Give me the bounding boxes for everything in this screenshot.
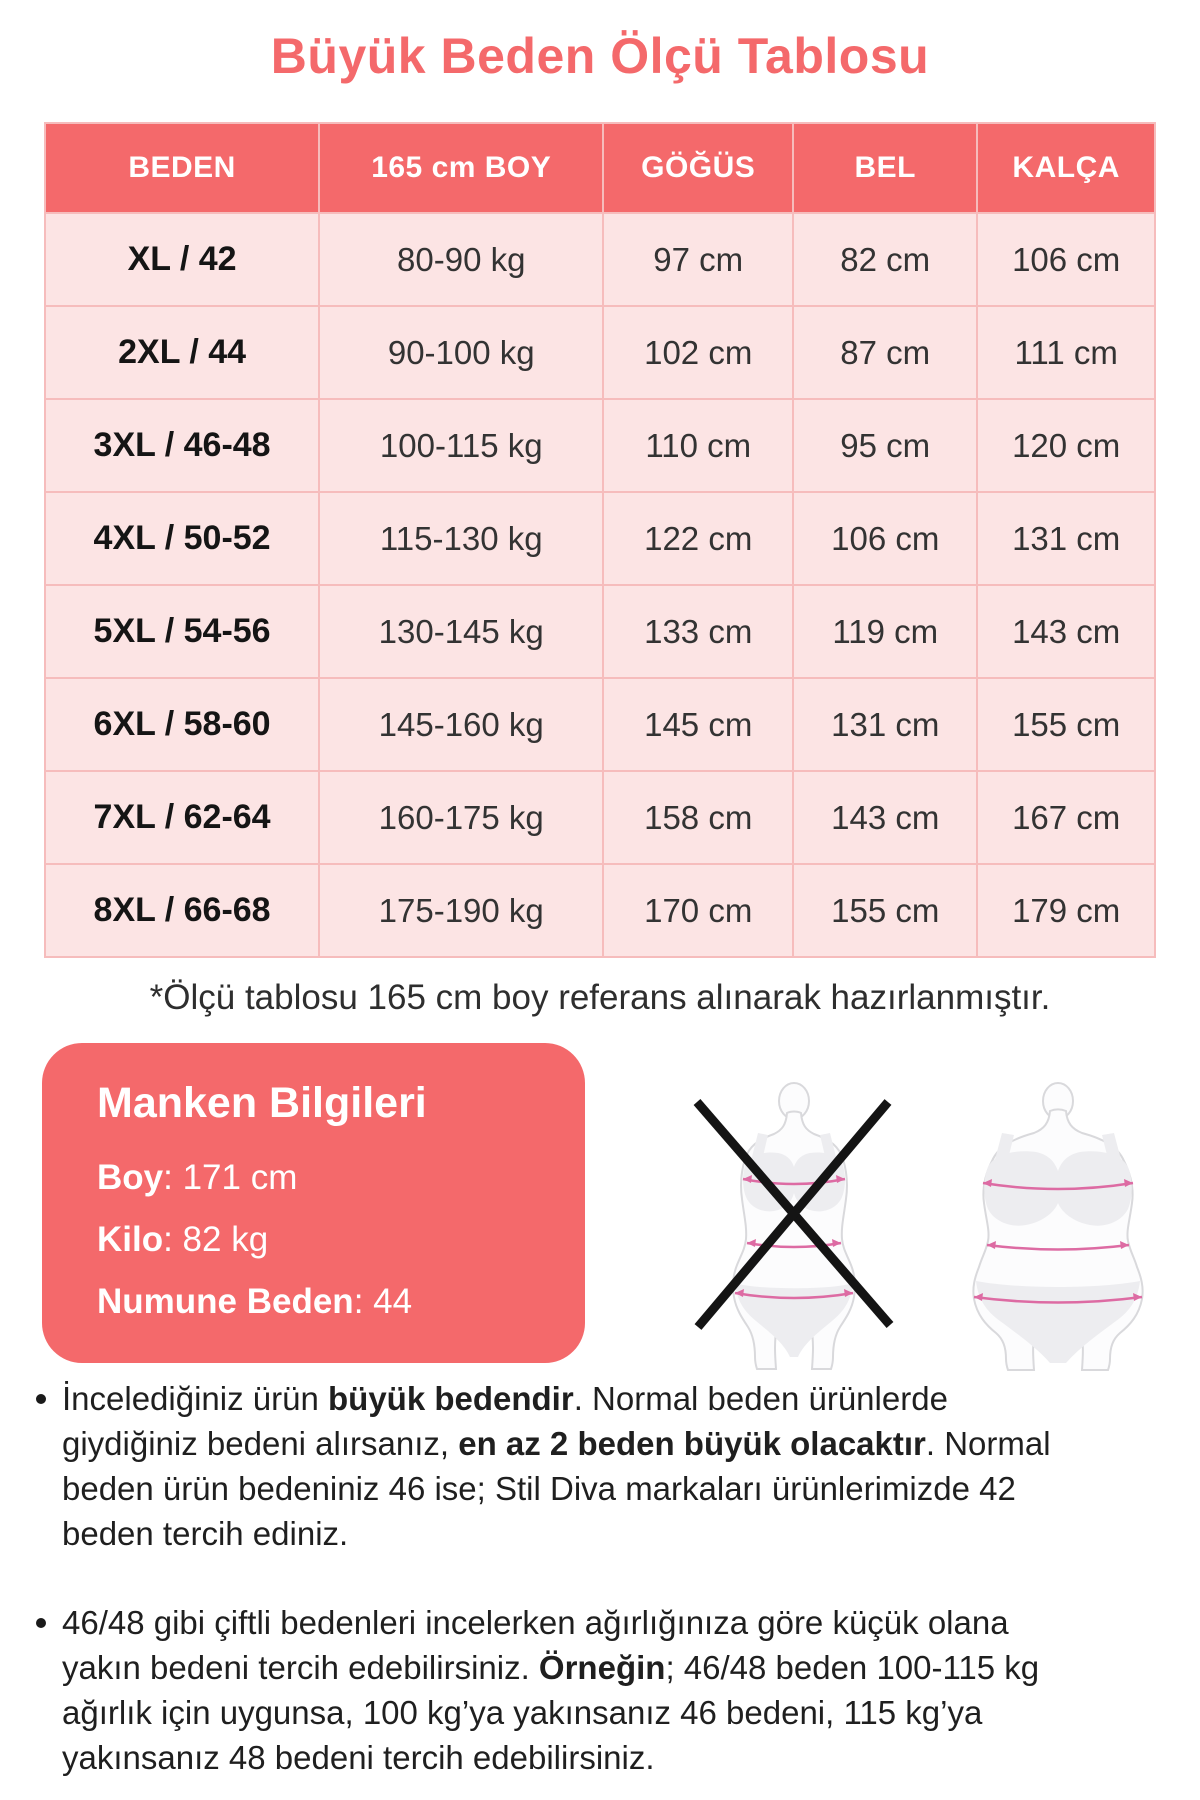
table-footnote: *Ölçü tablosu 165 cm boy referans alınarak hazırlanmıştır. — [149, 978, 1051, 1017]
cell-beden: 7XL / 62-64 — [45, 771, 319, 864]
cell-beden: 5XL / 54-56 — [45, 585, 319, 678]
cell-kalca: 155 cm — [977, 678, 1155, 771]
model-info-title: Manken Bilgileri — [97, 1079, 427, 1127]
cell-boy: 80-90 kg — [319, 213, 603, 306]
cell-gogus: 133 cm — [603, 585, 793, 678]
plus-size-measurement-figure-icon — [956, 1075, 1162, 1375]
table-row — [45, 306, 1155, 399]
model-height-label: Boy — [97, 1158, 164, 1197]
model-weight-value: : 82 kg — [163, 1220, 269, 1259]
cell-bel: 87 cm — [793, 306, 977, 399]
table-row — [45, 864, 1155, 957]
cell-kalca: 106 cm — [977, 213, 1155, 306]
cell-bel: 106 cm — [793, 492, 977, 585]
table-row — [45, 771, 1155, 864]
header-cell-bel: BEL — [793, 123, 977, 213]
cell-boy: 90-100 kg — [319, 306, 603, 399]
model-sample-size-line — [97, 1282, 545, 1322]
cell-boy: 175-190 kg — [319, 864, 603, 957]
cell-boy: 100-115 kg — [319, 399, 603, 492]
cell-bel: 82 cm — [793, 213, 977, 306]
header-cell-boy: 165 cm BOY — [319, 123, 603, 213]
table-row — [45, 678, 1155, 771]
model-height-line — [97, 1158, 545, 1198]
cell-kalca: 111 cm — [977, 306, 1155, 399]
header-cell-kalca: KALÇA — [977, 123, 1155, 213]
model-sample-size-value: : 44 — [353, 1282, 413, 1321]
table-row — [45, 585, 1155, 678]
cell-bel: 155 cm — [793, 864, 977, 957]
bullet-double-size-note: 46/48 gibi çiftli bedenleri incelerken ağırlığınıza göre küçük olana yakın bedeni tercih edebilirsiniz. Örneğin; 46/48 beden 100-115 kg ağırlık için uygunsa, 100 kg’ya yakınsanız 46 bedeni, 115 kg’ya yakınsanız 48 bedeni tercih edebilirsiniz. — [36, 1600, 1080, 1780]
crossed-out-straight-size-figure-icon — [693, 1075, 895, 1375]
cell-bel: 119 cm — [793, 585, 977, 678]
cell-beden: 8XL / 66-68 — [45, 864, 319, 957]
size-chart-table — [44, 122, 1156, 958]
cell-gogus: 97 cm — [603, 213, 793, 306]
model-info-card — [42, 1043, 585, 1363]
cell-bel: 131 cm — [793, 678, 977, 771]
model-weight-label: Kilo — [97, 1220, 164, 1259]
cell-kalca: 143 cm — [977, 585, 1155, 678]
cell-gogus: 102 cm — [603, 306, 793, 399]
model-sample-size-label: Numune Beden — [97, 1282, 354, 1321]
header-cell-beden: BEDEN — [45, 123, 319, 213]
table-row — [45, 399, 1155, 492]
cell-beden: 4XL / 50-52 — [45, 492, 319, 585]
cell-bel: 95 cm — [793, 399, 977, 492]
model-height-value: : 171 cm — [163, 1158, 298, 1197]
cell-boy: 115-130 kg — [319, 492, 603, 585]
cell-kalca: 179 cm — [977, 864, 1155, 957]
cell-gogus: 110 cm — [603, 399, 793, 492]
cell-kalca: 167 cm — [977, 771, 1155, 864]
model-weight-line — [97, 1220, 545, 1260]
cell-gogus: 122 cm — [603, 492, 793, 585]
cell-beden: XL / 42 — [45, 213, 319, 306]
cell-boy: 145-160 kg — [319, 678, 603, 771]
cell-beden: 3XL / 46-48 — [45, 399, 319, 492]
cell-boy: 130-145 kg — [319, 585, 603, 678]
table-row — [45, 492, 1155, 585]
cell-kalca: 120 cm — [977, 399, 1155, 492]
page-title: Büyük Beden Ölçü Tablosu — [270, 28, 930, 84]
cell-gogus: 145 cm — [603, 678, 793, 771]
table-header-row — [45, 123, 1155, 213]
cell-bel: 143 cm — [793, 771, 977, 864]
info-bullet-list — [36, 1376, 1080, 1780]
bullet-sizing-note: İncelediğiniz ürün büyük bedendir. Normal beden ürünlerde giydiğiniz bedeni alırsanız, en az 2 beden büyük olacaktır. Normal beden ürün bedeniniz 46 ise; Stil Diva markaları ürünlerimizde 42 beden tercih ediniz. — [36, 1376, 1080, 1556]
cell-gogus: 158 cm — [603, 771, 793, 864]
cell-boy: 160-175 kg — [319, 771, 603, 864]
header-cell-gogus: GÖĞÜS — [603, 123, 793, 213]
measurement-figures — [693, 1075, 1163, 1375]
cell-beden: 6XL / 58-60 — [45, 678, 319, 771]
cell-gogus: 170 cm — [603, 864, 793, 957]
cell-beden: 2XL / 44 — [45, 306, 319, 399]
table-row — [45, 213, 1155, 306]
cell-kalca: 131 cm — [977, 492, 1155, 585]
